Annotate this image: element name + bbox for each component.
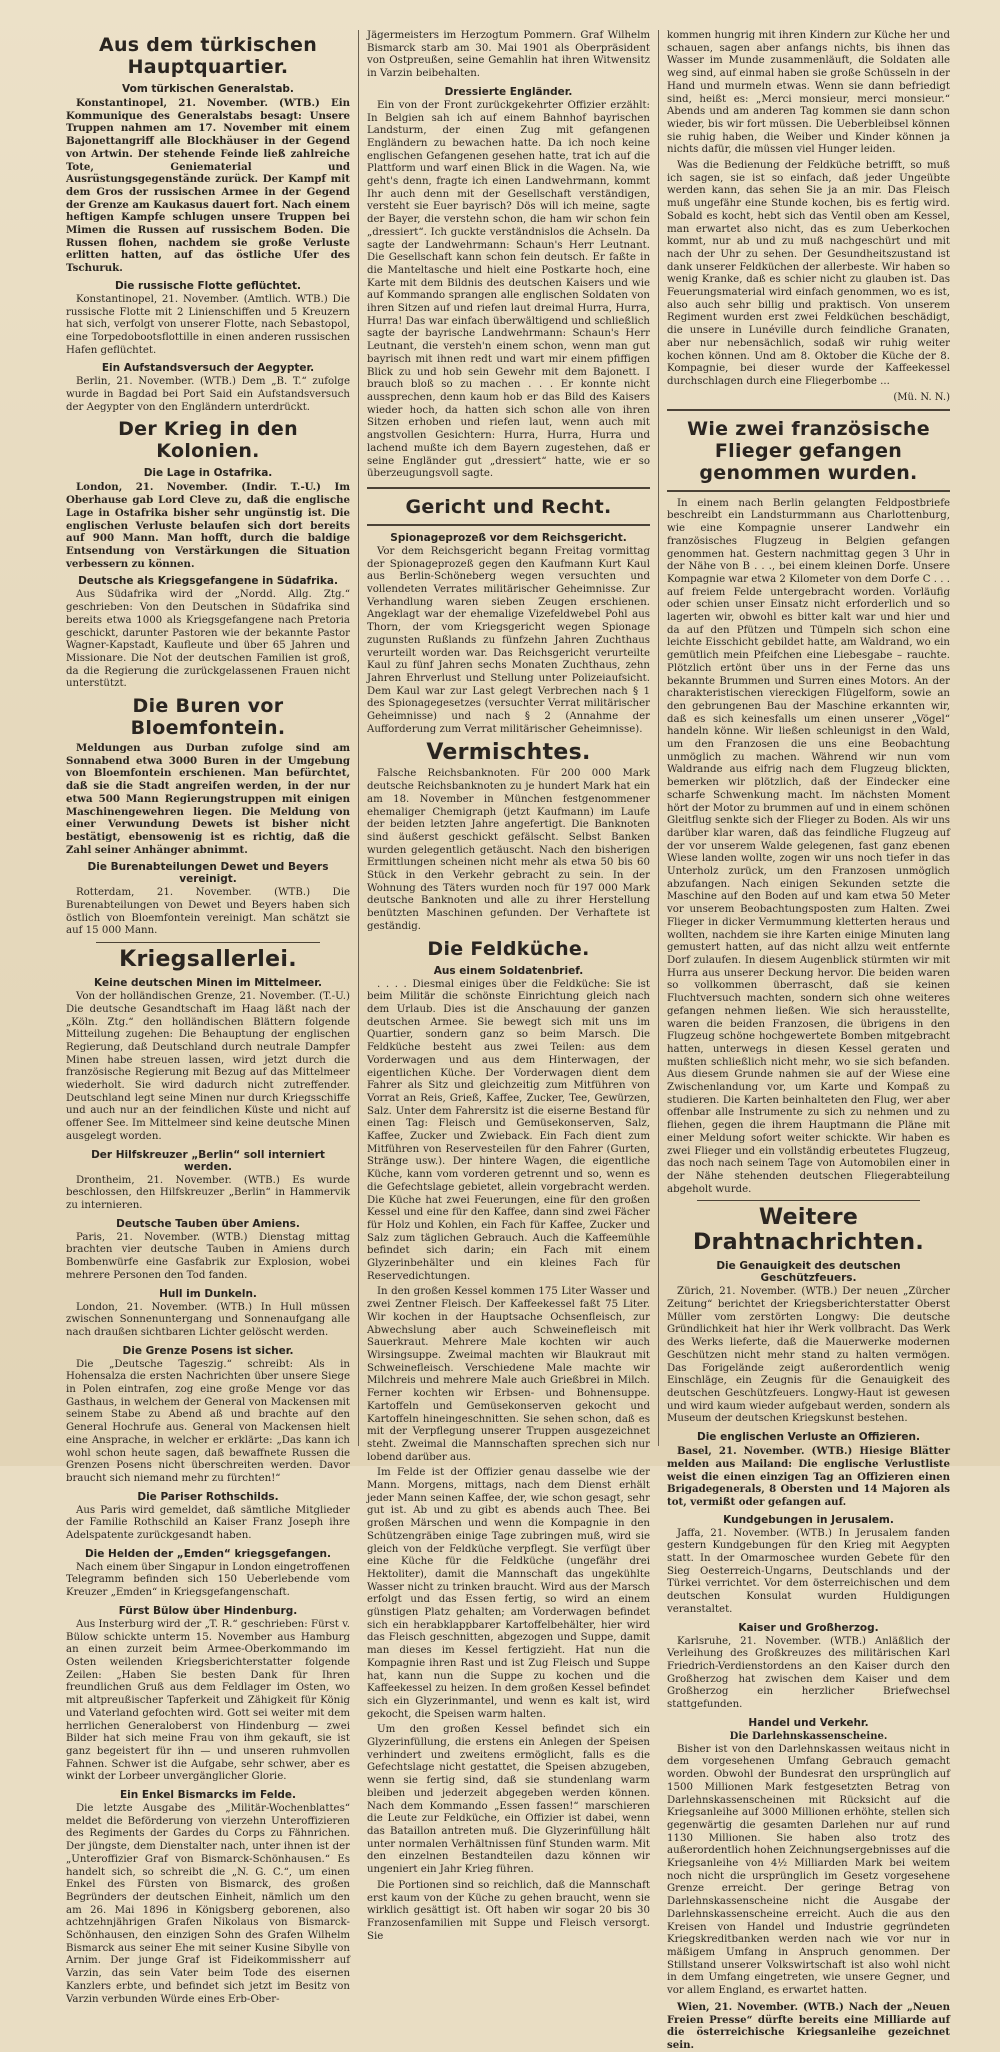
paragraph: In einem nach Berlin gelangten Feldpostbriefe beschreibt ein Landsturmmann aus Charlottenburg, wie eine Kompagnie unserer Landwehr ein französisches Flugzeug in Belgien gefangen genommen hat. Gestern nachmittag gegen 3 Uhr in der Nähe von B . . ., bei einem kleinen Dorfe. Unsere Kompagnie war etwa 2 Kilometer von dem Dorfe C . . . auf freiem Felde untergebracht worden. Vorläufig oder schien unser Einsatz nicht erforderlich und so lagerten wir, obwohl es bitter kalt war und hier und da auf den Pfützen und Tümpeln sich schon eine leichte Eisschicht gebildet hatte, am Waldrand, wo ein gemütlich mein Pfeifchen eine Liebesgabe – rauchte. Plötzlich ertönt über uns in der Ferne das uns bekannte Brummen und Surren eines Motors. An der charakteristischen viereckigen Flügelform, sowie an den gebrungenen Bau der Maschine erkannten wir, daß es sich keinesfalls um einen unserer „Vögel“ handeln könne. Wir ließen schleunigst in den Wald, um den Franzosen die uns eine Beobachtung unmöglich zu machen. Während wir nun vom Waldrande aus eifrig nach dem Flugzeug blickten, bemerken wir plötzlich, daß der Eindecker eine scharfe Schwenkung macht. Im nächsten Moment hört der Motor zu brummen auf und in einem schönen Gleitflug senkte sich der Flieger zu Boden. Als wir uns darüber klar waren, daß das feindliche Flugzeug auf der vor unserem Walde gelegenen, fast ganz ebenen Wiese landen wollte, zogen wir uns noch tiefer in das Unterholz zurück, um den Franzosen unmöglich abzufangen. Nach einigen Sekunden setzte die Maschine auf den Boden auf und kam etwa 50 Meter vor unserem Beobachtungsposten zum Halten. Zwei Flieger in dicker Vermummung kletterten heraus und wollten, nachdem sie ihre Karten einige Minuten lang gemustert hatten, auf das nicht allzu weit entfernte Dorf zulaufen. In diesem Augenblick stürmten wir mit Hurra aus unserer Deckung hervor. Die beiden waren so vollkommen überrascht, daß sie keinen Fluchtversuch machten, sondern sich ohne weiteres gefangen nehmen ließen. Wie sich herausstellte, waren die beiden Franzosen, die übrigens in den Flugzeug schöne hochgewertete Bomben mitgebracht hatten, unterwegs in diesen Kessel geraten und mußten schließlich nicht mehr, wo sie sich befanden. Aus diesem Grunde nahmen sie auf der Wiese eine Zwischenlandung vor, um Karte und Kompaß zu studieren. Die Karten beinhalteten den Flug, wer aber offenbar alle Instrumente zu sich zu nehmen und zu fliehen, gegen die ihrem Hauptmann die Pläne mit einer Meldung sofort weiter schickte. Wir haben es zwei Flieger und ein vollständig erbeutetes Flugzeug, das noch nach seinem Tage von Automobilen einer in der Nähe stehenden deutschen Fliegerabteilung abgeholt wurde.	[667, 497, 950, 1195]
signature: (Mü. N. N.)	[893, 391, 950, 403]
paragraph: Im Felde ist der Offizier genau dasselbe wie der Mann. Morgens, mittags, nach dem Dienst erhält jeder Mann seinen Kaffee, der, wie schon gesagt, sehr gut ist. Ab und zu gibt es abends auch Thee. Bei großen Märschen und wenn die Kompagnie in den Schützengräben einige Tage zubringen muß, wird sie gleich von der Feldküche verpflegt. Sie verfügt über eine Küche für die Feldküche (ungefähr drei Hektoliter), damit die Mannschaft das ungekühlte Wasser nicht zu trinken braucht. Wird aus der Marsch erfolgt und das Essen fertig, so wird an einem günstigen Platz gehalten; am Vorderwagen befindet sich ein herabklappbarer Kartoffelbehälter, hier wird das Fleisch geschnitten, abgezogen und Suppe, damit man dieses im Kessel fertigzieht. Hat nun die Kompagnie ihren Rast und ist Zug Fleisch und Suppe hat, kann nun die Suppe zu kochen und die Kaffeekessel zu heizen. In dem großen Kessel befindet sich ein Glyzerinmantel, und wenn es kalt ist, wird gekocht, die Speisen warm halten.	[367, 1467, 650, 1720]
paragraph: Rotterdam, 21. November. (WTB.) Die Burenabteilungen von Dewet und Beyers haben sich östlich von Bloemfontein vereinigt. Man schätzt sie auf 15 000 Mann.	[66, 887, 350, 937]
column-1	[58, 30, 358, 2005]
subheadline: Die Helden der „Emden“ kriegsgefangen.	[84, 1547, 332, 1560]
paragraph: Falsche Reichsbanknoten. Für 200 000 Mark deutsche Reichsbanknoten zu je hundert Mark hat ein am 18. November in München festgenommener ehemaliger Chemigraph (jetzt Kaufmann) im Laufe der beiden letzten Jahre angefertigt. Die Banknoten sind äußerst geschickt gefälscht. Selbst Banken wurden gelegentlich getäuscht. Nach den bisherigen Ermittlungen scheinen nicht mehr als etwa 50 bis 60 Stück in den Verkehr gebracht zu sein. In der Wohnung des Täters wurden noch für 197 000 Mark deutsche Banknoten und alle zu ihrer Herstellung benützten Maschinen gefunden. Der Verhaftete ist geständig.	[367, 768, 650, 932]
subheadline: Fürst Bülow über Hindenburg.	[118, 1604, 298, 1617]
paragraph-bold: London, 21. November. (Indir. T.-U.) Im Oberhause gab Lord Cleve zu, daß die englische Lage in Ostafrika bisher sehr ungünstig ist. Die englischen Verluste belaufen sich dort bereits auf 900 Mann. Man hofft, durch die baldige Entsendung von Verstärkungen die Situation verbessern zu können.	[66, 481, 350, 570]
paragraph: Ein von der Front zurückgekehrter Offizier erzählt: In Belgien sah ich auf einem Bahnhof bayrischen Landsturm, der einen Zug mit gefangenen Engländern zu bewachen hatte. Da ich noch keine englischen Gefangenen gesehen hatte, trat ich auf die Plattform und warf einen Blick in die Wagen. Na, wie geht's denn, fragte ich einen Landwehrmann, kommt Ihr auch denn mit der Gesellschaft verständigen, versteht sie Euer bayrisch? Dös will ich meine, sagte der Bayer, die verstehn schon, die ham wir schon fein „dressiert“. Ich guckte verständnislos die Achseln. Da sagte der Landwehrmann: Schaun's Herr Leutnant. Die Gesellschaft kann schon fein deutsch. Er faßte in die Manteltasche und hielt eine Postkarte hoch, eine Karte mit dem Bildnis des deutschen Kaisers und wie auf Kommando sprangen alle englischen Soldaten von ihren Sitzen auf und riefen laut dreimal Hurra, Hurra, Hurra! Das war einfach überwältigend und schließlich sagte der bayrische Landwehrmann: Schaun's Herr Leutnant, die versteh'n einem schon, wenn man gut bayrisch mit ihnen redt und wart mir einem pfiffigen Blick zu und hob sein Gewehr mit dem Bajonett. I brauch bloß so zu machen . . . Er konnte nicht aussprechen, denn kaum hob er das Bild des Kaisers wieder hoch, da hatten sich schon alle von ihren Sitzen erhoben und riefen laut, wenn auch mit angstvollen Gesichtern: Hurra, Hurra, Hurra und lachend mußte ich dem Bayern zugestehen, daß er seine Engländer gut „dressiert“ hatte, wie er so überzeugungsvoll sagte.	[367, 99, 650, 480]
subheadline: Der Hilfskreuzer „Berlin“ soll interniert werden.	[91, 1148, 325, 1173]
subheadline: Ein Enkel Bismarcks im Felde.	[119, 1789, 297, 1802]
paragraph: Paris, 21. November. (WTB.) Dienstag mittag brachten vier deutsche Tauben in Amiens durch Bombenwürfe eine Gasfabrik zur Explosion, wobei mehrere Personen den Tod fanden.	[66, 1231, 350, 1281]
paragraph: In den großen Kessel kommen 175 Liter Wasser und zwei Zentner Fleisch. Der Kaffeekessel faßt 75 Liter. Wir kochen in der Hauptsache Ochsenfleisch, zur Abwechslung aber auch Schweinefleisch mit Sauerkraut. Mehrere Male kochten wir auch Wirsingsuppe. Zweimal machten wir Blaukraut mit Schweinefleisch. Verschiedene Male machte wir Milchreis und mehrere Male auch Grießbrei in Milch. Ferner kochten wir Erbsen- und Bohnensuppe. Kartoffeln und Gemüsekonserven gekocht und Kartoffeln hineingeschnitten. Sie sehen schon, daß es mit der Verpflegung unserer Truppen ausgezeichnet steht. Zweimal die Mannschaften sprechen sich nur lobend darüber aus.	[367, 1286, 650, 1463]
headline: Die Feldküche.	[427, 937, 590, 960]
paragraph-bold: Wien, 21. November. (WTB.) Nach der „Neuen Freien Presse“ dürfte bereits eine Milliarde auf die österreichische Kriegsanleihe gezeichnet sein.	[667, 2000, 950, 2051]
paragraph: kommen hungrig mit ihren Kindern zur Küche her und schauen, sagen aber anfangs nichts, bis ihnen das Wasser im Munde zusammenläuft, die Soldaten alle weg sind, auf einmal haben sie große Schüsseln in der Hand und murmeln etwas. Wenn sie dann befriedigt sind, heißt es: „Merci monsieur, merci monsieur.“ Abends und am anderen Tag kommen sie dann schon wieder, bis wir fort müssen. Die Ueberbleibsel können sie ruhig haben, die Weiber und Kinder können ja nichts dafür, die müssen viel Hunger leiden.	[667, 30, 950, 156]
paragraph: Nach einem über Singapur in London eingetroffenen Telegramm befinden sich 150 Ueberlebende vom Kreuzer „Emden“ in Kriegsgefangenschaft.	[66, 1561, 350, 1599]
subheadline: Die Genauigkeit des deutschen Geschützfeuers.	[716, 1260, 901, 1285]
paragraph-bold: Basel, 21. November. (WTB.) Hiesige Blätter melden aus Mailand: Die englische Verlustliste weist die einen einzigen Tag an Offizieren einen Brigadegenerals, 8 Obersten und 14 Majoren als tot, vermißt oder gefangen auf.	[667, 1445, 950, 1508]
subheadline: Deutsche Tauben über Amiens.	[116, 1217, 300, 1230]
subheadline: Handel und Verkehr.	[748, 1716, 869, 1729]
subheadline: Hull im Dunkeln.	[159, 1287, 257, 1300]
paragraph: Berlin, 21. November. (WTB.) Dem „B. T.“ zufolge wurde in Bagdad bei Port Said ein Aufstandsversuch der Aegypter von den Engländern unterdrückt.	[66, 376, 350, 413]
paragraph: Aus Paris wird gemeldet, daß sämtliche Mitglieder der Familie Rothschild an Kaiser Franz Joseph ihre Adelspatente zurückgesandt haben.	[66, 1504, 350, 1542]
paragraph: Um den großen Kessel befindet sich ein Glyzerinfüllung, die erstens ein Anlegen der Speisen verhindert und zweitens ermöglicht, falls es die Gefechtslage nicht gestattet, die Speisen abzugeben, wenn sie fertig sind, daß sie stundenlang warm bleiben und jederzeit abgegeben werden können. Nach dem Kommando „Essen fassen!“ marschieren die Leute zur Feldküche, ein Offizier ist dabei, wenn das Bataillon antreten muß. Die Glyzerinfüllung hält unter normalen Verhältnissen fünf Stunden warm. Mit den einzelnen Bestandteilen dazu können wir ungeniert ein Jahr Krieg führen.	[367, 1724, 650, 1876]
paragraph-bold: Konstantinopel, 21. November. (WTB.) Ein Kommunique des Generalstabs besagt: Unsere Truppen nahmen am 17. November mit einem Bajonettangriff alle Blockhäuser in der Gegend von Artwin. Der stehende Feinde ließ zahlreiche Tote, Geniematerial und Ausrüstungsgegenstände zurück. Der Kampf mit dem Gros der russischen Armee in der Gegend der Grenze am Kaukasus dauert fort. Nach einem heftigen Kampfe schlugen unsere Truppen bei Mimen die Russen auf russischem Boden. Die Russen flohen, nachdem sie große Verluste erlitten hatten, auf das östliche Ufer des Tschuruk.	[66, 97, 350, 275]
columns	[58, 30, 972, 2051]
subheadline: Deutsche als Kriegsgefangene in Südafrika.	[78, 575, 338, 588]
subheadline: Aus einem Soldatenbrief.	[433, 964, 584, 977]
paragraph: Drontheim, 21. November. (WTB.) Es wurde beschlossen, den Hilfskreuzer „Berlin“ in Hammervik zu internieren.	[66, 1174, 350, 1211]
boxed-headline	[667, 409, 950, 492]
paragraph: Vor dem Reichsgericht begann Freitag vormittag der Spionageprozeß gegen den Kaufmann Kurt Kaul aus Berlin-Schöneberg wegen versuchten und vollendeten Verrates militärischer Geheimnisse. Zur Verhandlung waren sieben Zeugen erschienen. Angeklagt war der ehemalige Vizefeldwebel Pohl aus Thorn, der vom Kriegsgericht wegen Spionage zugunsten Rußlands zu fünfzehn Jahren Zuchthaus verurteilt worden war. Das Reichsgericht verurteilte Kaul zu fünf Jahren sechs Monaten Zuchthaus, zehn Jahren Ehrverlust und Stellung unter Polizeiaufsicht. Dem Kaul war zur Last gelegt Verbrechen nach § 1 des Spionagegesetzes (versuchter Verrat militärischer Geheimnisse) und nach § 2 (Annahme der Aufforderung zum Verrat militärischer Geheimnisse).	[367, 545, 650, 735]
subheadline: Keine deutschen Minen im Mittelmeer.	[94, 977, 322, 990]
paragraph: Die „Deutsche Tageszig.“ schreibt: Als in Hohensalza die ersten Nachrichten über unsere Siege in Polen eintrafen, zog eine große Menge vor das Gasthaus, in welchem der General von Mackensen mit seinem Stabe zu Abend aß und brachte auf den General Hochrufe aus. General von Mackensen hielt eine Ansprache, in welcher er erklärte: „Das kann ich wohl schon heute sagen, daß bewaffnete Russen die Grenzen Posens nicht überschreiten werden. Davor braucht sich niemand mehr zu fürchten!“	[66, 1358, 350, 1484]
paragraph: Karlsruhe, 21. November. (WTB.) Anläßlich der Verleihung des Großkreuzes des militärischen Karl Friedrich-Verdienstordens an den Kaiser durch den Großherzog hat zwischen dem Kaiser und dem Großherzog ein herzlicher Briefwechsel stattgefunden.	[667, 1635, 950, 1711]
subheadline: Dressierte Engländer.	[444, 85, 573, 98]
paragraph-bold: Meldungen aus Durban zufolge sind am Sonnabend etwa 3000 Buren in der Umgebung von Bloemfontein erschienen. Man befürchtet, daß sie die Stadt angreifen werden, in der nur etwa 500 Mann Regierungstruppen mit einigen Maschinengewehren liegen. Die Meldung von einer Verwundung Dewets ist bisher nicht bestätigt, ebensowenig ist es richtig, daß die Zahl seiner Anhänger abnimmt.	[66, 742, 350, 856]
paragraph: Konstantinopel, 21. November. (Amtlich. WTB.) Die russische Flotte mit 2 Linienschiffen und 5 Kreuzern hat sich, verfolgt von unserer Flotte, nach Sebastopol, eine Torpedobootsflottille in einen anderen russischen Hafen geflüchtet.	[66, 293, 350, 356]
paragraph: Jaffa, 21. November. (WTB.) In Jerusalem fanden gestern Kundgebungen für den Krieg mit Aegypten statt. In der Omarmoschee wurden Gebete für den Sieg Oesterreich-Ungarns, Deutschlands und der Türkei verrichtet. Vor dem österreichischen und dem deutschen Konsulat wurden Huldigungen veranstaltet.	[667, 1527, 950, 1615]
subheadline: Die Pariser Rothschilds.	[137, 1490, 279, 1503]
headline: Weitere Drahtnachrichten.	[693, 1205, 924, 1256]
headline: Vermischtes.	[426, 740, 591, 766]
paragraph: Bisher ist von den Darlehnskassen weitaus nicht in dem vorgesehenen Umfang Gebrauch gemacht worden. Obwohl der Bundesrat den ursprünglich auf 1500 Millionen Mark festgesetzten Betrag von Darlehnskassenscheinen mit Rücksicht auf die Kriegsanleihe auf 3000 Millionen erhöhte, stellen sich gegenwärtig die gesamten Darlehen nur auf rund 1130 Millionen. Sie haben also trotz des außerordentlich hohen Zeichnungsergebnisses auf die Kriegsanleihe von 4½ Milliarden Mark bei weitem noch nicht die ursprünglich im Gesetz vorgesehene Grenze erreicht. Der geringe Betrag von Darlehnskassenscheine nicht die Ausgabe der Darlehnskassenscheine erreicht. Auch die aus den Kreisen von Handel und Industrie gegründeten Kriegskreditbanken werden nach wie vor nur in mäßigem Umfang in Anspruch genommen. Der Stillstand unserer Volkswirtschaft ist also wohl nicht in dem Umfang eingetreten, wie unsere Gegner, und vor allem England, es erwartet hatten.	[667, 1743, 950, 1997]
headline: Kriegsallerlei.	[119, 947, 297, 973]
subheadline: Kundgebungen in Jerusalem.	[723, 1513, 894, 1526]
paragraph: London, 21. November. (WTB.) In Hull müssen zwischen Sonnenuntergang und Sonnenaufgang alle nach draußen sichtbaren Lichter gelöscht werden.	[66, 1301, 350, 1338]
headline: Der Krieg in den Kolonien.	[118, 418, 298, 463]
subheadline: Die Darlehnskassenscheine.	[729, 1730, 888, 1742]
subheadline: Die Lage in Ostafrika.	[143, 467, 273, 480]
paragraph: . . . . Diesmal einiges über die Feldküche: Sie ist beim Militär die schönste Einrichtung gleich nach dem Urlaub. Dies ist die Anschauung der ganzen deutschen Armee. Sie bewegt sich mit uns im Quartier, sondern ganz so beim Marsch. Die Feldküche besteht aus zwei Teilen: aus dem Vorderwagen und aus dem Hinterwagen, der eigentlichen Küche. Der Vorderwagen dient dem Fahrer als Sitz und gleichzeitig zum Mitführen von Vorrat an Reis, Grieß, Kaffee, Zucker, Tee, Gewürzen, Salz. Unter dem Fahrersitz ist die eiserne Bestand für einen Tag: Fleisch und Gemüsekonserven, Salz, Kaffee, Zucker und Zwieback. Ein Fach dient zum Mitführen von Reservesteilen für den Fahrer (Gurten, Stränge usw.). Der hintere Wagen, die eigentliche Küche, kann vom vorderen getrennt und so, wenn es die Gefechtslage gebietet, allein vorgebracht werden. Die Küche hat zwei Feuerungen, eine für den großen Kessel und eine für den Kaffee, dann sind zwei Fächer für Holz und Kohlen, ein Fach für Kaffee, Zucker und Salz zum täglichen Gebrauch. Auch die Kaffeemühle befindet sich darin; ein Fach mit einem Glyzerinbehälter und ein kleines Fach für Reservedichtungen.	[367, 978, 650, 1282]
paragraph: Aus Insterburg wird der „T. R.“ geschrieben: Fürst v. Bülow schickte unterm 15. November aus Hamburg an einen zurzeit beim Armee-Oberkommando im Osten weilenden Kriegsberichterstatter folgende Zeilen: „Haben Sie besten Dank für Ihren freundlichen Gruß aus dem Feldlager im Osten, wo mit altpreußischer Tapferkeit und Zähigkeit für König und Vaterland gefochten wird. Gott sei weiter mit dem herrlichen Generaloberst von Hindenburg — zwei Bilder hat sich meine Frau von ihm gekauft, sie ist ganz begeistert für ihn — und unseren ruhmvollen Fahnen. Schwer ist die Aufgabe, sehr schwer, aber es winkt der Lorbeer unvergänglicher Glorie.	[66, 1618, 350, 1783]
paragraph: Was die Bedienung der Feldküche betrifft, so muß ich sagen, sie ist so einfach, daß jeder Ungeübte werden kann, das sehen Sie ja an mir. Das Fleisch muß ungefähr eine Stunde kochen, bis es fertig wird. Sobald es kocht, hebt sich das Ventil oben am Kessel, man erwartet also nicht, das es zum Ueberkochen kommt, nur ab und zu muß nachgeschürt und mit nach der Uhr zu sehen. Der Gesundheitszustand ist dank unserer Feldküchen der allerbeste. Wir haben so wenig Kranke, daß es schier nicht zu glauben ist. Das Feuerungsmaterial wird einfach genommen, wo es ist, also auch sehr billig und praktisch. Von unserem Regiment wurden erst zwei Feldküchen beschädigt, die unsere in Lunéville durch feindliche Granaten, aber nur nebensächlich, sodaß wir ruhig weiter kochen können. Und am 8. Oktober die Küche der 8. Kompagnie, bei dieser wurde der Kaffeekessel durchschlagen durch eine Fliegerbombe ...	[667, 160, 950, 387]
headline: Wie zwei französische Flieger gefangen genommen wurden.	[687, 417, 930, 484]
headline: Die Buren vor Bloemfontein.	[130, 695, 286, 740]
subheadline: Spionageprozeß vor dem Reichsgericht.	[390, 531, 627, 544]
paragraph: Zürich, 21. November. (WTB.) Der neuen „Zürcher Zeitung“ berichtet der Kriegsberichterstatter Oberst Müller vom zerstörten Longwy: Die deutsche Gründlichkeit hat hier ihr Werk vollbracht. Das Werk des Werks lieferte, daß die Mauerwerke modernen Geschützen nicht mehr stand zu halten vermögen. Das Forigelände zeigt außerordentlich wenig Einschläge, ein Zeugnis für die Genauigkeit des deutschen Geschützfeuers. Longwy-Haut ist gewesen und wird kaum wieder aufgebaut werden, sondern als Museum der deutschen Kriegskunst bestehen.	[667, 1286, 950, 1425]
paragraph: Von der holländischen Grenze, 21. November. (T.-U.) Die deutsche Gesandtschaft im Haag läßt nach der „Köln. Ztg.“ den holländischen Blättern folgende Mitteilung zugehen: Die Behauptung der englischen Regierung, daß Deutschland durch neutrale Dampfer Minen habe streuen lassen, wird jetzt durch die französische Regierung mit Bezug auf das Mittelmeer wiederholt. Sie wird dadurch nicht zutreffender. Deutschland legt seine Minen nur durch Kriegsschiffe und auch nur an der feindlichen Küste und nicht auf offener See. Im Mittelmeer sind keine deutsche Minen ausgelegt worden.	[66, 991, 350, 1142]
paragraph: Die letzte Ausgabe des „Militär-Wochenblattes“ meldet die Beförderung von vierzehn Unteroffizieren des Regiments der Gardes du Corps zu Fähnrichen. Der jüngste, dem Dienstalter nach, unter ihnen ist der „Unteroffizier Graf von Bismarck-Schönhausen.“ Es handelt sich, so schreibt die „N. G. C.“, um einen Enkel des Fürsten von Bismarck, des großen Begründers der deutschen Einheit, nämlich um den am 26. Mai 1896 in Königsberg geborenen, also achtzehnjährigen Grafen Nikolaus von Bismarck-Schönhausen, den einzigen Sohn des Grafen Wilhelm Bismarck aus seiner Ehe mit seiner Kusine Sibylle von Arnim. Der junge Graf ist Fideikommissherr auf Varzin, das sein Vater beim Tode des eisernen Kanzlers erbte, und befindet sich jetzt im Besitz von Varzin verbunden Würde eines Erb-Ober-	[66, 1803, 350, 2005]
subheadline: Die russische Flotte geflüchtet.	[114, 279, 302, 292]
headline: Gericht und Recht.	[405, 495, 612, 518]
boxed-headline	[367, 487, 650, 526]
subheadline: Ein Aufstandsversuch der Aegypter.	[101, 362, 315, 375]
subheadline: Kaiser und Großherzog.	[738, 1621, 879, 1634]
subheadline: Die englischen Verluste an Offizieren.	[696, 1431, 921, 1444]
paragraph: Die Portionen sind so reichlich, daß die Mannschaft erst kaum von der Küche zu gehen braucht, wenn sie wirklich gesättigt ist. Oft haben wir sogar 20 bis 30 Franzosenfamilien mit Suppe und Fleisch versorgt. Sie	[367, 1879, 650, 1942]
divider-rule	[697, 1200, 920, 1201]
subheadline: Vom türkischen Generalstab.	[122, 83, 294, 95]
paragraph: Aus Südafrika wird der „Nordd. Allg. Ztg.“ geschrieben: Von den Deutschen in Südafrika sind bereits etwa 1000 als Kriegsgefangene nach Pretoria geschickt, darunter Pastoren wie der bekannte Pastor Wagner-Kapstadt, Kaufleute und über 65 Jahren und Missionare. Die Not der deutschen Familien ist groß, da die Regierung die zurückgelassenen Frauen nicht unterstützt.	[66, 589, 350, 690]
subheadline: Die Grenze Posens ist sicher.	[122, 1344, 294, 1357]
paragraph: Jägermeisters im Herzogtum Pommern. Graf Wilhelm Bismarck starb am 30. Mai 1901 als Oberpräsident von Ostpreußen, seine Gemahlin hat ihren Witwensitz in Varzin beibehalten.	[367, 30, 650, 80]
column-3	[658, 30, 958, 2051]
divider-rule	[96, 942, 320, 943]
column-2	[358, 30, 658, 1942]
headline: Aus dem türkischen Hauptquartier.	[98, 34, 318, 78]
subheadline: Die Burenabteilungen Dewet und Beyers vereinigt.	[87, 861, 329, 886]
